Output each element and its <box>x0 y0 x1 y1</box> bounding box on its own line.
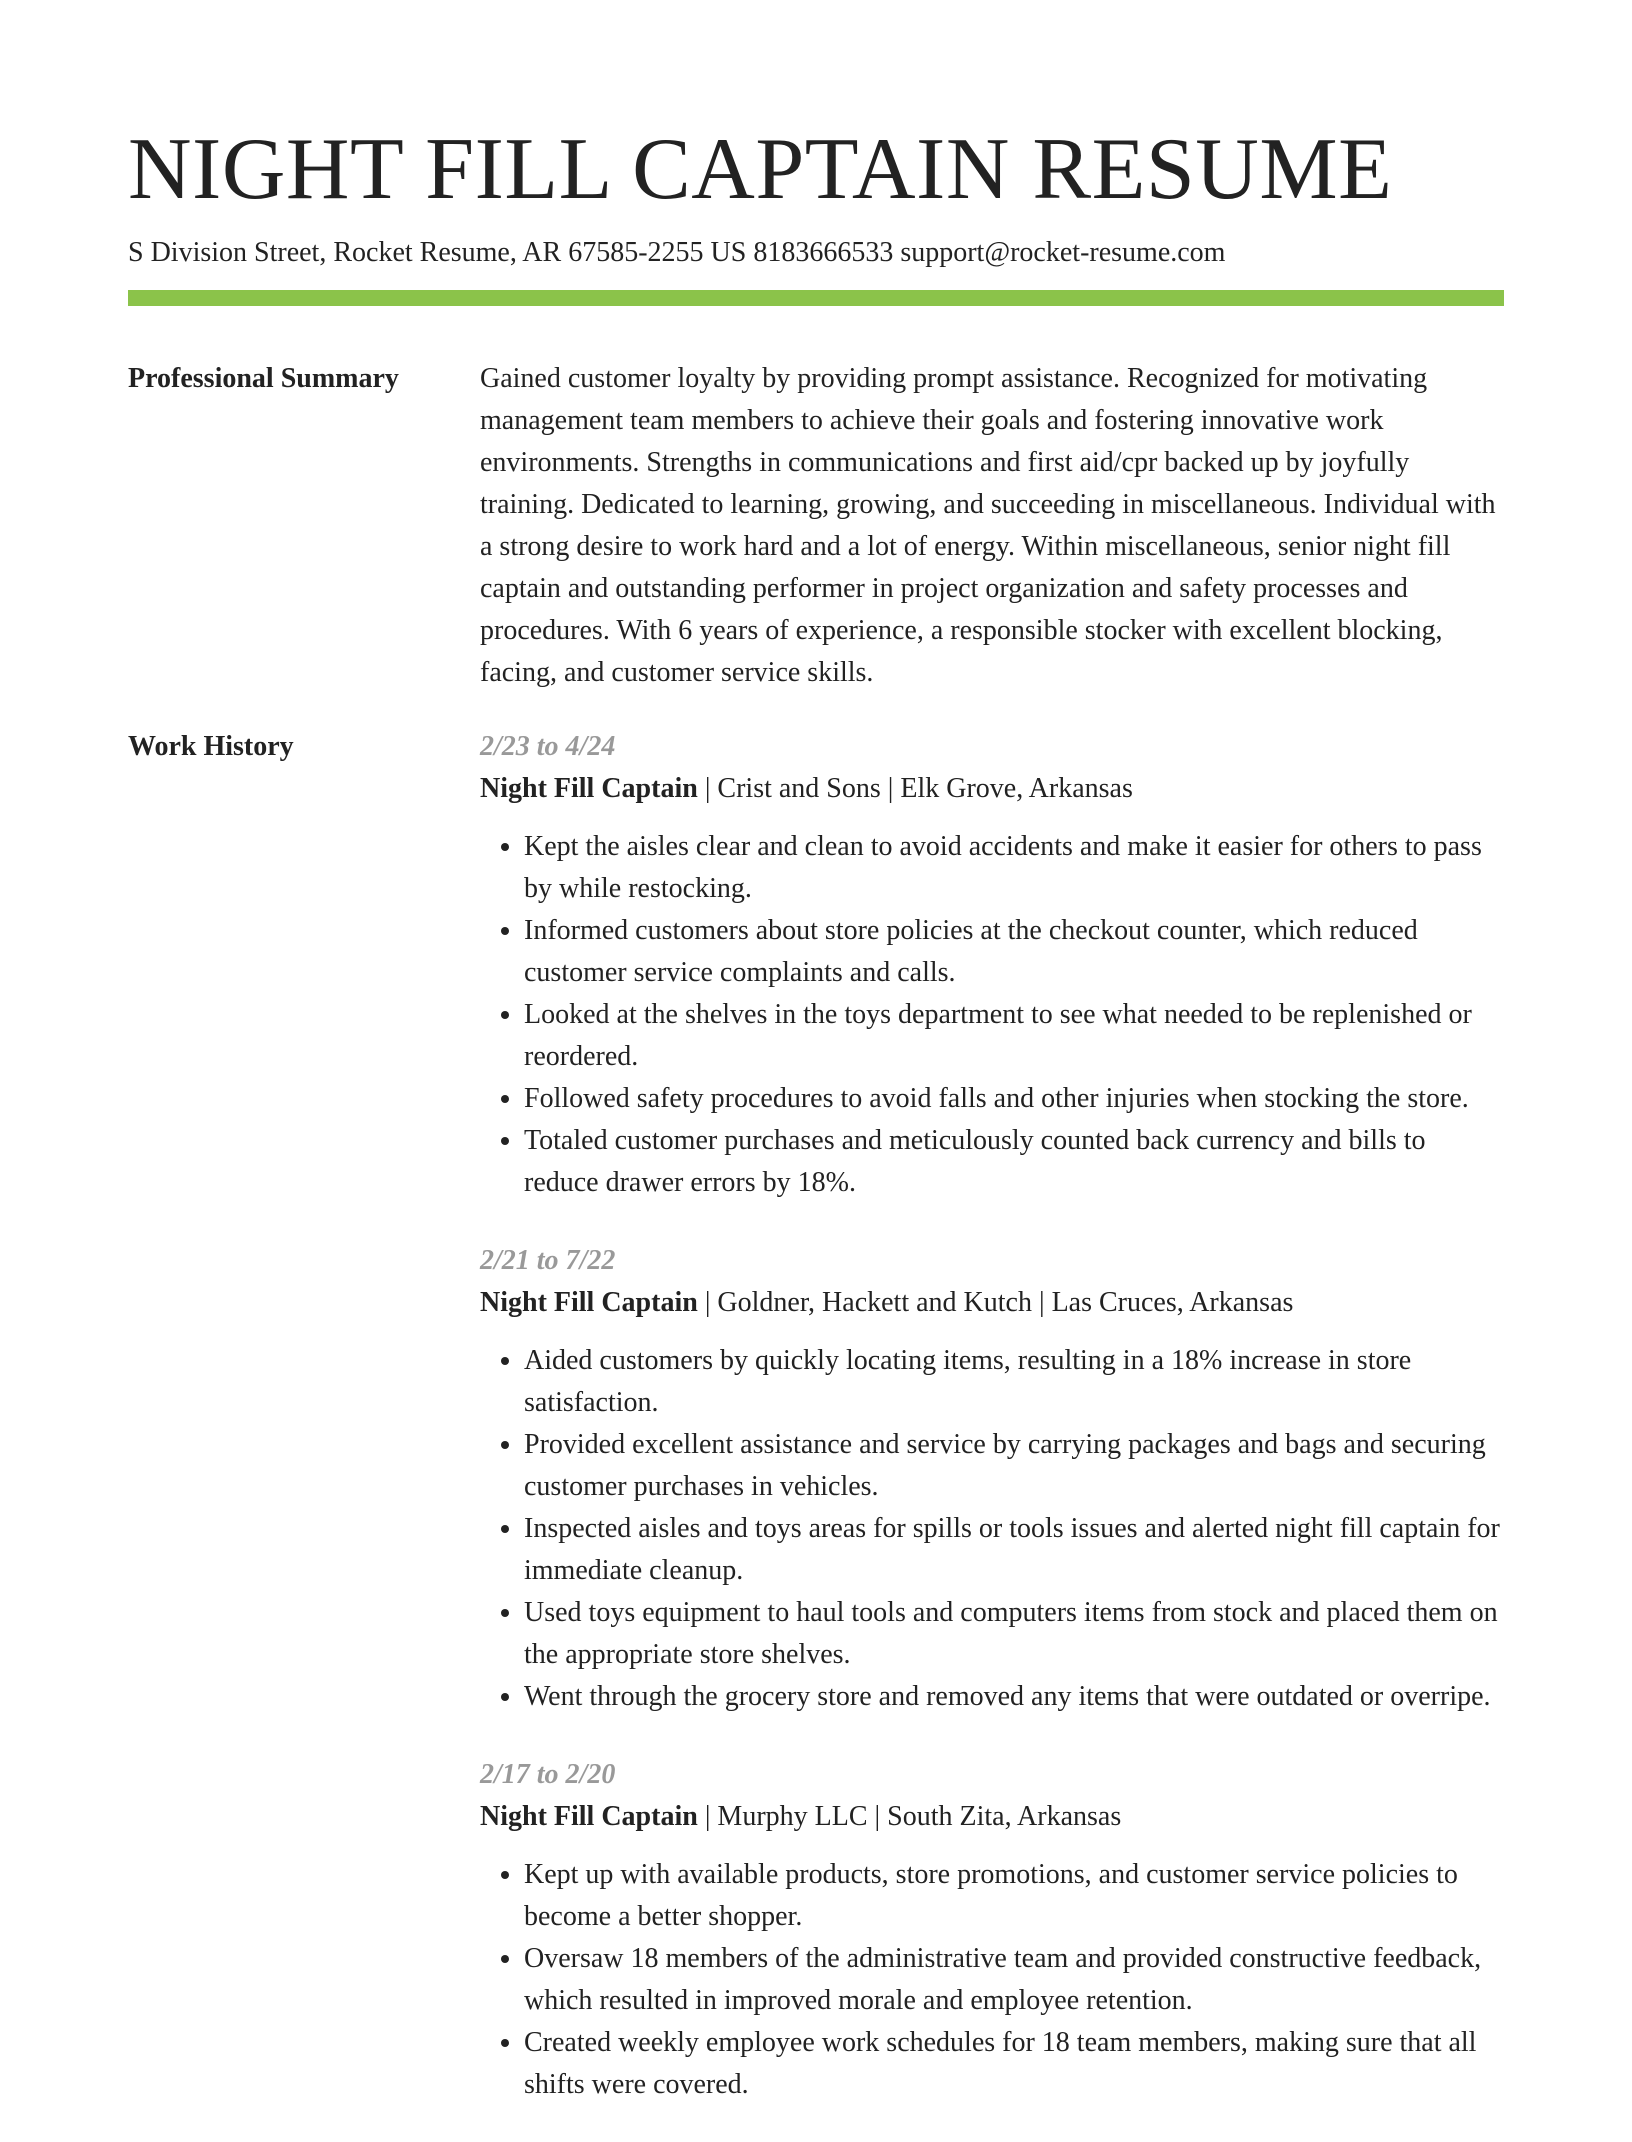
job-bullet: • Created weekly employee work schedules for 18 team members, making sure that all shifts were covered. <box>524 2022 1504 2106</box>
job-details: | Goldner, Hackett and Kutch | Las Cruces, Arkansas <box>697 1287 1294 1318</box>
job-bullet-list <box>480 1854 1504 2106</box>
job-title: Night Fill Captain <box>480 1287 698 1318</box>
job-bullet: • Oversaw 18 members of the administrative team and provided constructive feedback, which resulted in improved morale and employee retention. <box>524 1938 1504 2022</box>
job-dates: 2/17 to 2/20 <box>480 1759 616 1790</box>
resume-title: NIGHT FILL CAPTAIN RESUME <box>128 121 1393 218</box>
work-history-body <box>480 726 1504 2142</box>
work-history-label: Work History <box>128 731 294 762</box>
job-heading <box>480 1282 1504 1324</box>
job-bullet: • Looked at the shelves in the toys department to see what needed to be replenished or reordered. <box>524 994 1504 1078</box>
job-dates: 2/21 to 7/22 <box>480 1245 616 1276</box>
job-bullet: • Followed safety procedures to avoid falls and other injuries when stocking the store. <box>524 1078 1504 1120</box>
job-dates: 2/23 to 4/24 <box>480 731 616 762</box>
summary-body <box>480 358 1504 694</box>
summary-label: Professional Summary <box>128 363 399 394</box>
job-bullet: • Kept the aisles clear and clean to avoid accidents and make it easier for others to pass by while restocking. <box>524 826 1504 910</box>
job-bullet: • Went through the grocery store and removed any items that were outdated or overripe. <box>524 1676 1504 1718</box>
job-bullet: • Inspected aisles and toys areas for spills or tools issues and alerted night fill captain for immediate cleanup. <box>524 1508 1504 1592</box>
job-bullet: • Aided customers by quickly locating items, resulting in a 18% increase in store satisfaction. <box>524 1340 1504 1424</box>
job-bullet: • Totaled customer purchases and meticulously counted back currency and bills to reduce drawer errors by 18%. <box>524 1120 1504 1204</box>
work-history-section <box>128 726 1504 2142</box>
resume-page <box>128 0 1504 2142</box>
job-heading <box>480 768 1504 810</box>
job-bullet: • Provided excellent assistance and service by carrying packages and bags and securing customer purchases in vehicles. <box>524 1424 1504 1508</box>
job-entry <box>480 1240 1504 1718</box>
accent-divider <box>128 290 1504 306</box>
contact-line: S Division Street, Rocket Resume, AR 67585-2255 US 8183666533 support@rocket-resume.com <box>128 237 1226 268</box>
job-details: | Murphy LLC | South Zita, Arkansas <box>697 1801 1122 1832</box>
summary-section <box>128 358 1504 694</box>
job-bullet: • Kept up with available products, store promotions, and customer service policies to become a better shopper. <box>524 1854 1504 1938</box>
job-entry <box>480 1754 1504 2106</box>
job-entry <box>480 726 1504 1204</box>
job-bullet-list <box>480 826 1504 1204</box>
job-bullet: • Informed customers about store policies at the checkout counter, which reduced customer service complaints and calls. <box>524 910 1504 994</box>
job-bullet-list <box>480 1340 1504 1718</box>
summary-text: Gained customer loyalty by providing prompt assistance. Recognized for motivating management team members to achieve their goals and fostering innovative work environments. Strengths in communications and first aid/cpr backed up by joyfully training. Dedicated to learning, growing, and succeeding in miscellaneous. Individual with a strong desire to work hard and a lot of energy. Within miscellaneous, senior night fill captain and outstanding performer in project organization and safety processes and procedures. With 6 years of experience, a responsible stocker with excellent blocking, facing, and customer service skills. <box>480 363 1496 688</box>
job-bullet: • Used toys equipment to haul tools and computers items from stock and placed them on the appropriate store shelves. <box>524 1592 1504 1676</box>
job-title: Night Fill Captain <box>480 773 698 804</box>
job-title: Night Fill Captain <box>480 1801 698 1832</box>
job-heading <box>480 1796 1504 1838</box>
job-details: | Crist and Sons | Elk Grove, Arkansas <box>697 773 1133 804</box>
